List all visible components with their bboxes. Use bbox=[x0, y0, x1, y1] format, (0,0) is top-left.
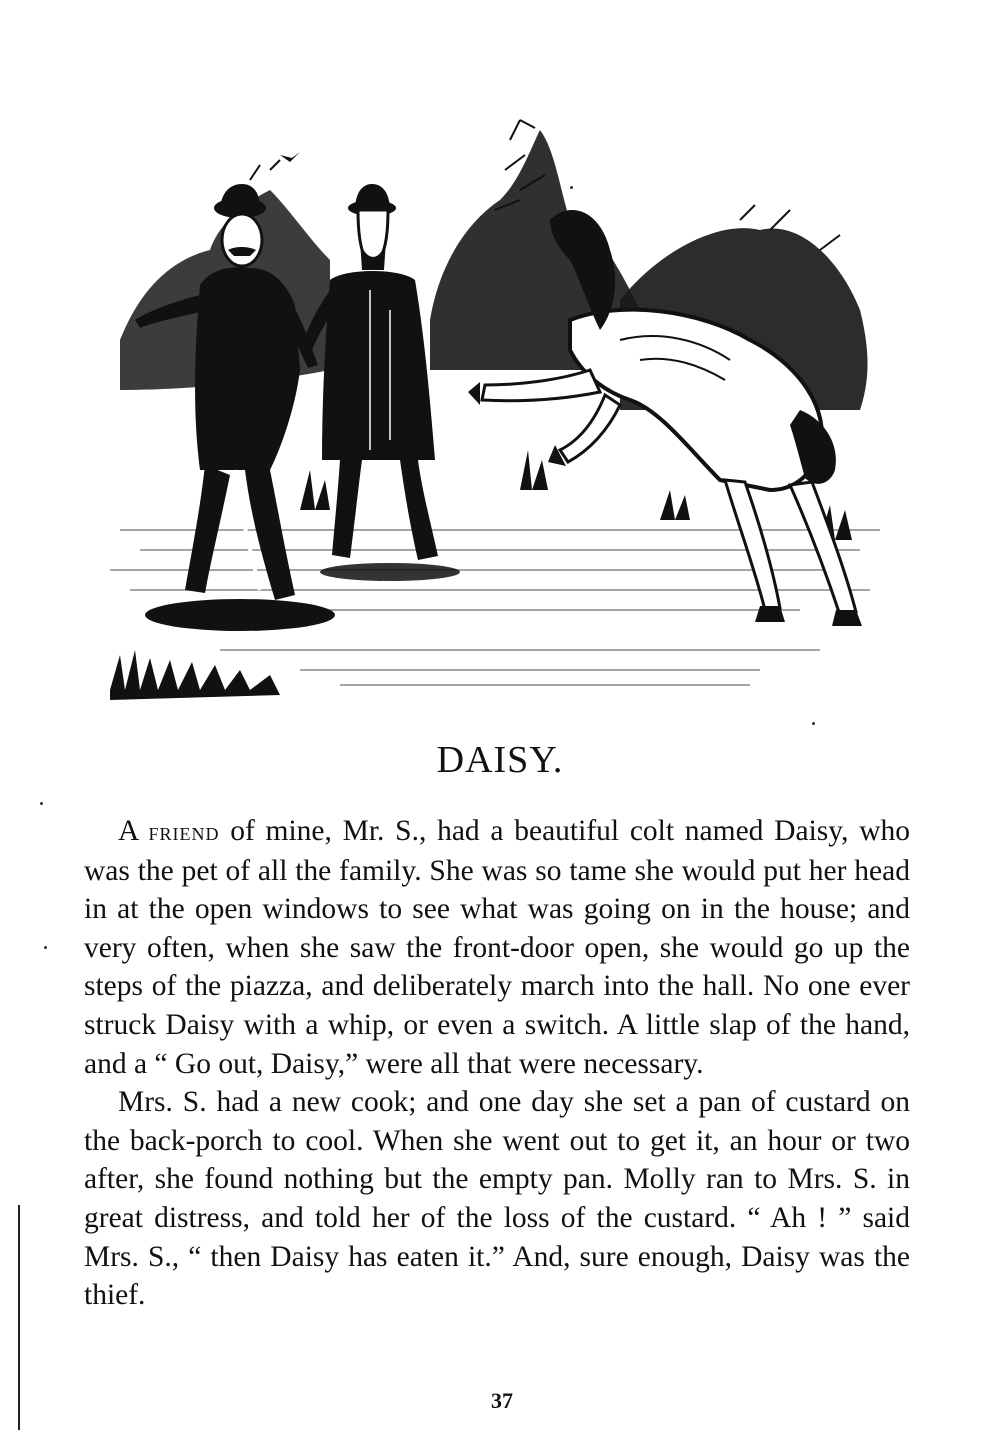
ink-speck bbox=[40, 802, 43, 805]
paragraph-lead: A bbox=[118, 815, 138, 847]
story-text bbox=[84, 812, 910, 1315]
paragraph-lead-smallcaps: friend bbox=[148, 817, 220, 846]
page-number: 37 bbox=[491, 1388, 513, 1413]
paragraph bbox=[84, 1083, 910, 1315]
engraving-two-men-kicking-colt-icon bbox=[100, 110, 890, 710]
page-title: DAISY. bbox=[436, 739, 564, 781]
paragraph-text: of mine, Mr. S., had a beautiful colt named Daisy, who was the pet of all the family. She was so tame she would put her head in at the open windows to see what was going on in the house; and very often, when she saw the front-door open, she would go up the steps of the piazza, and deliberately march into the hall. No one ever struck Daisy with a whip, or even a switch. A little slap of the hand, and a “ Go out, Daisy,” were all that were necessary. bbox=[84, 815, 911, 1080]
ink-speck bbox=[44, 946, 47, 949]
ink-speck bbox=[812, 722, 815, 725]
illustration bbox=[100, 110, 890, 710]
paragraph bbox=[84, 812, 910, 1083]
paragraph-text: Mrs. S. had a new cook; and one day she set a pan of custard on the back-porch to cool. When she went out to get it, an hour or two after, she found nothing but the empty pan. Molly ran to Mrs. S. in great distress, and told her of the loss of the custard. “ Ah ! ” said Mrs. S., “ then Daisy has eaten it.” And, sure enough, Daisy was the thief. bbox=[84, 1086, 910, 1312]
